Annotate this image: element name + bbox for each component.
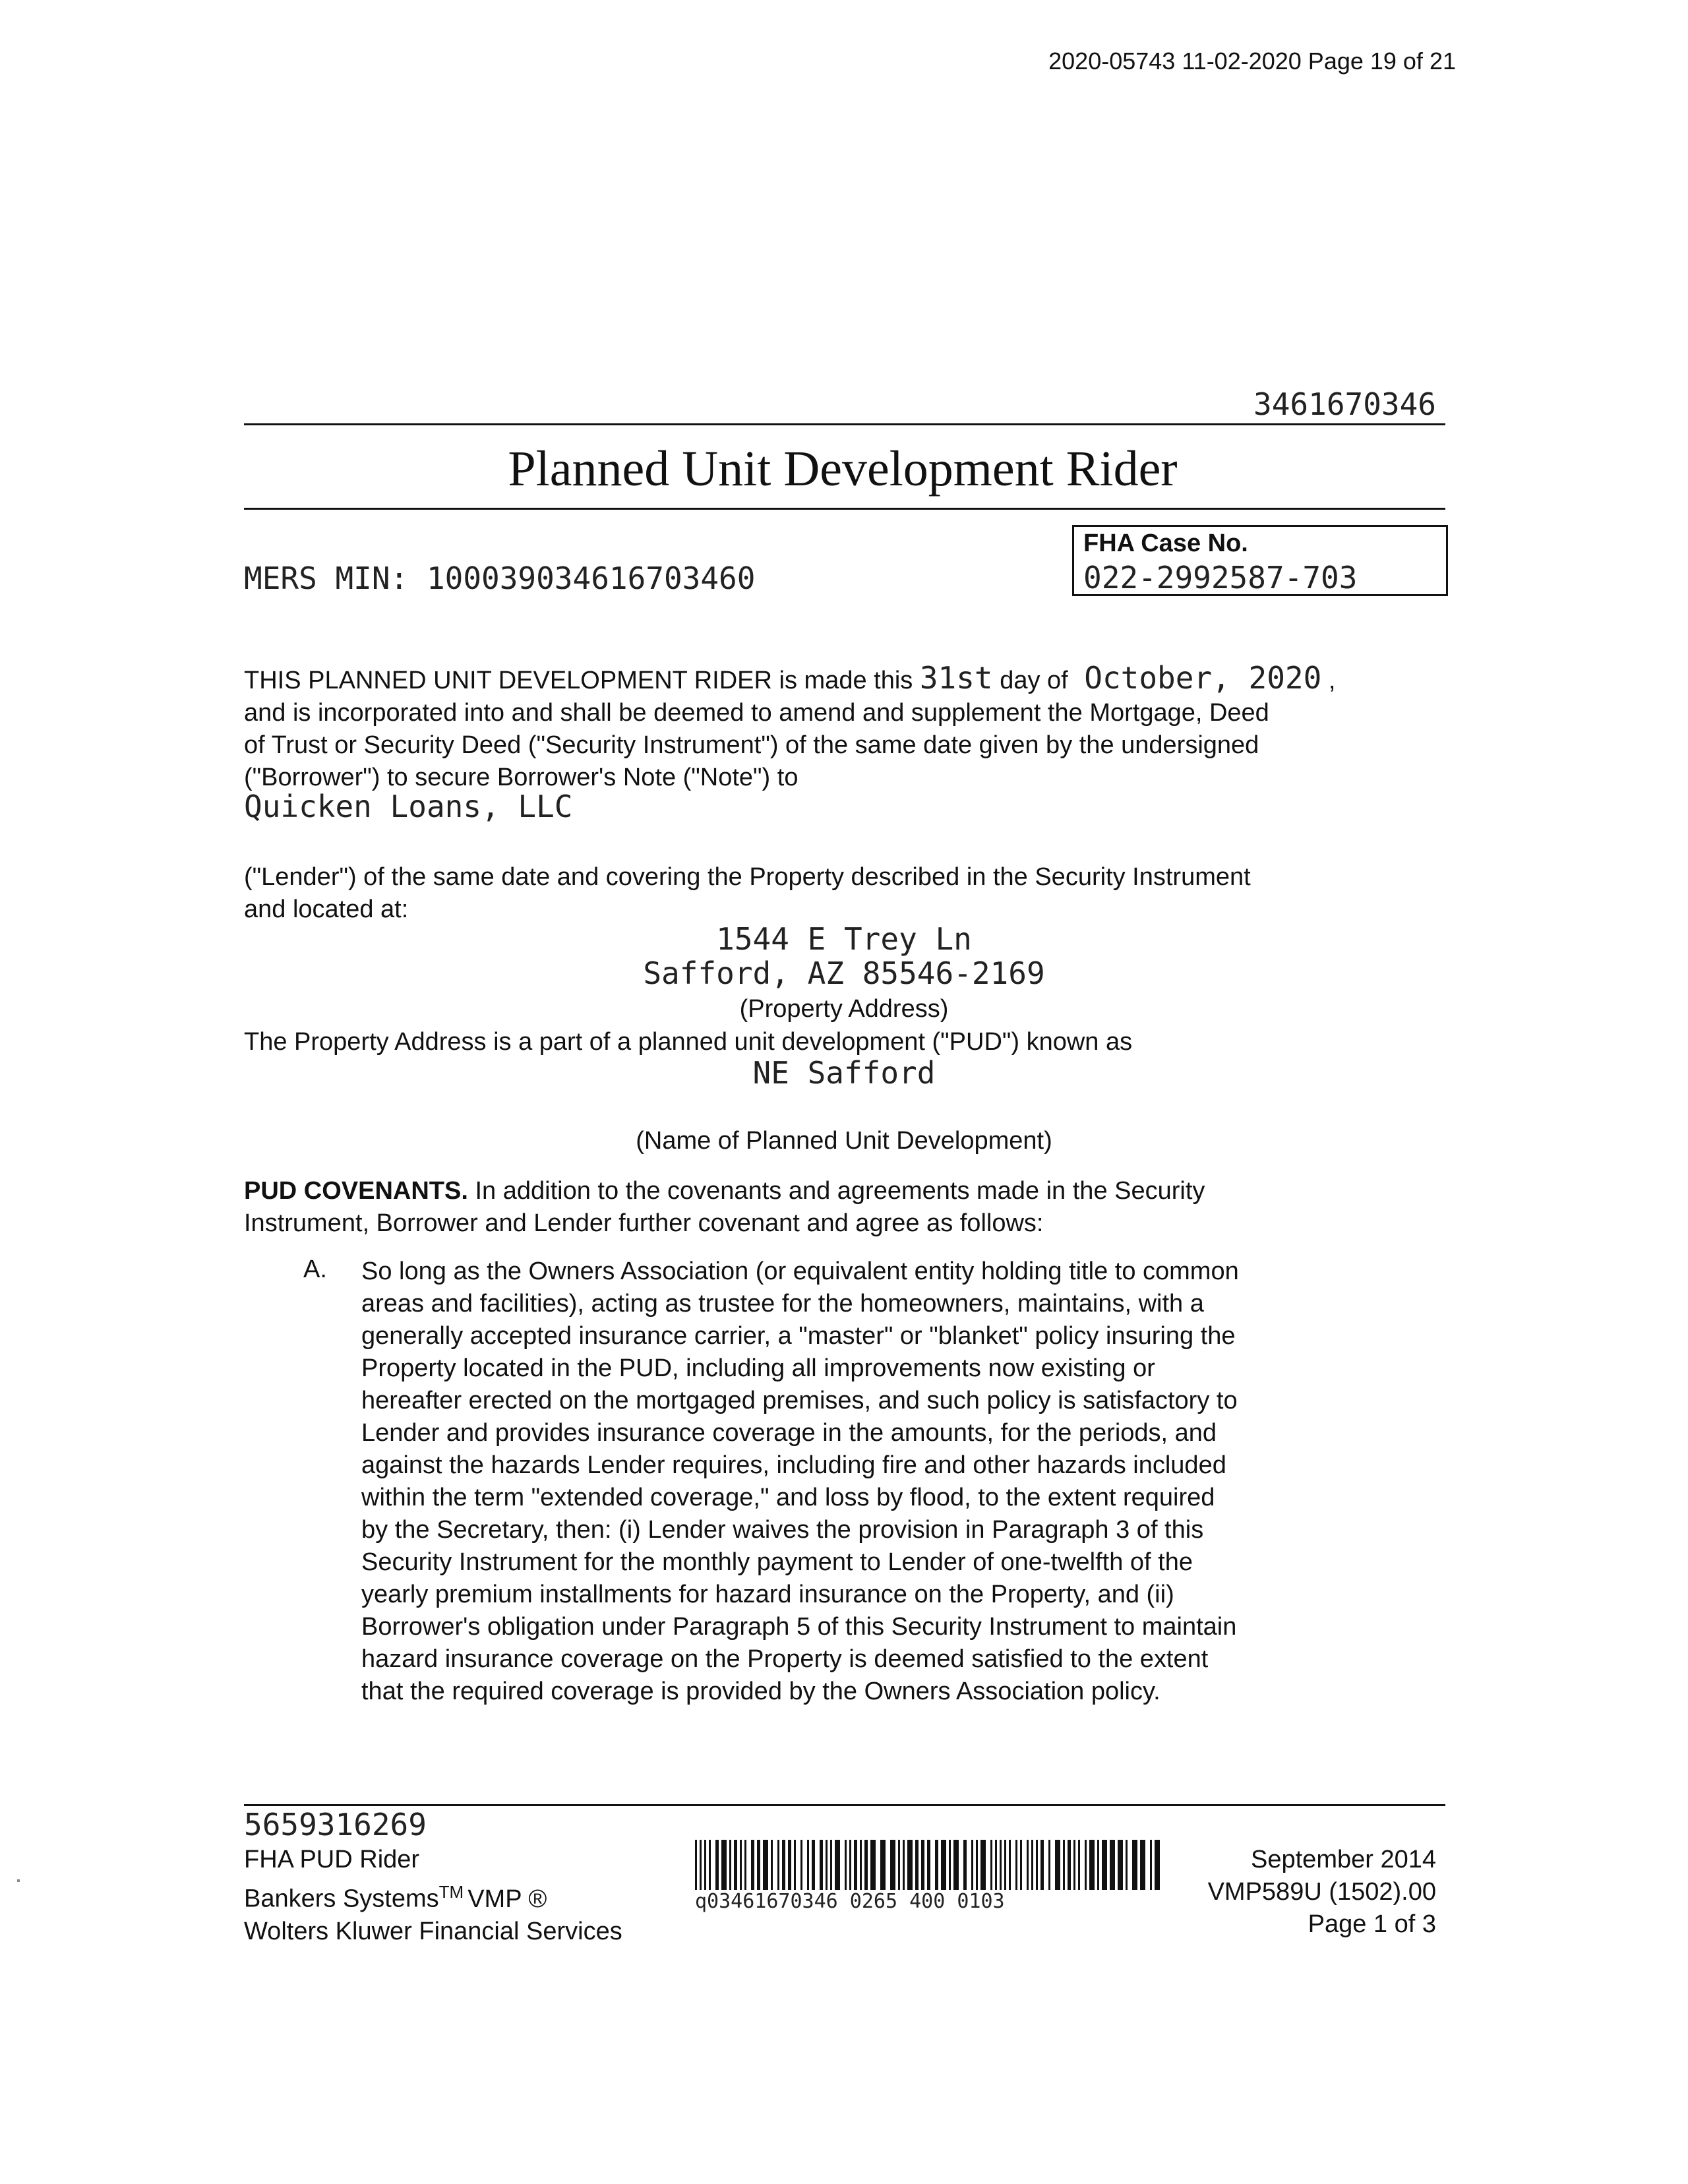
covenants-text-1: In addition to the covenants and agreements made in the Security xyxy=(467,1177,1205,1205)
intro-text-c: , xyxy=(1328,667,1336,694)
page-title: Planned Unit Development Rider xyxy=(508,441,1178,497)
form-publisher-line xyxy=(244,1876,622,1916)
lender-line-1: ("Lender") of the same date and covering the Property described in the Security Instrument xyxy=(244,863,1251,891)
intro-line-3: of Trust or Security Deed ("Security Instrument") of the same date given by the undersigned xyxy=(244,731,1259,759)
barcode-graphic xyxy=(695,1840,1167,1890)
covenants-line-2: Instrument, Borrower and Lender further covenant and agree as follows: xyxy=(244,1209,1044,1237)
intro-line-2: and is incorporated into and shall be deemed to amend and supplement the Mortgage, Deed xyxy=(244,699,1269,727)
intro-line-1 xyxy=(244,662,1444,697)
covenant-a-line: hazard insurance coverage on the Property is deemed satisfied to the extent xyxy=(361,1645,1209,1673)
covenants-line-1 xyxy=(244,1175,1444,1207)
publisher-name: Bankers Systems xyxy=(244,1885,439,1913)
rider-month-year: October, 2020 xyxy=(1084,660,1322,696)
covenant-a-line: Lender and provides insurance coverage in the amounts, for the periods, and xyxy=(361,1419,1217,1447)
fha-case-label: FHA Case No. xyxy=(1083,530,1248,557)
intro-line-4: ("Borrower") to secure Borrower's Note ("Note") to xyxy=(244,764,799,791)
covenant-a-line: hereafter erected on the mortgaged premises, and such policy is satisfactory to xyxy=(361,1387,1238,1414)
covenant-a-line: by the Secretary, then: (i) Lender waives the provision in Paragraph 3 of this xyxy=(361,1516,1204,1544)
covenant-a-letter: A. xyxy=(303,1256,327,1283)
covenant-a-line: within the term "extended coverage," and loss by flood, to the extent required xyxy=(361,1484,1215,1511)
covenants-heading: PUD COVENANTS. xyxy=(244,1177,468,1205)
trademark-mark: TM xyxy=(438,1882,464,1902)
title-bottom-rule xyxy=(244,508,1445,510)
covenant-a-line: that the required coverage is provided by the Owners Association policy. xyxy=(361,1678,1160,1705)
property-address xyxy=(244,922,1444,990)
intro-text-a: THIS PLANNED UNIT DEVELOPMENT RIDER is made this xyxy=(244,667,913,694)
scan-speck xyxy=(17,1879,20,1882)
form-edition-date: September 2014 xyxy=(1251,1846,1436,1873)
fha-case-number: 022-2992587-703 xyxy=(1083,560,1358,595)
pud-known-as: The Property Address is a part of a planned unit development ("PUD") known as xyxy=(244,1028,1133,1056)
covenant-a-line: yearly premium installments for hazard insurance on the Property, and (ii) xyxy=(361,1581,1174,1608)
barcode-number: q03461670346 0265 400 0103 xyxy=(695,1890,1005,1913)
loan-number: 3461670346 xyxy=(1253,386,1436,422)
covenant-a-text xyxy=(361,1256,1377,1708)
pud-name-caption: (Name of Planned Unit Development) xyxy=(636,1127,1052,1155)
covenant-a-line: So long as the Owners Association (or equivalent entity holding title to common xyxy=(361,1258,1239,1285)
address-line-1: 1544 E Trey Ln xyxy=(716,921,972,957)
covenant-a-line: Property located in the PUD, including all improvements now existing or xyxy=(361,1354,1155,1382)
recording-stamp: 2020-05743 11-02-2020 Page 19 of 21 xyxy=(1048,47,1456,75)
lender-line-2: and located at: xyxy=(244,895,409,923)
rider-day: 31st xyxy=(919,660,993,696)
intro-text-b: day of xyxy=(1000,667,1068,694)
footer-reference-number: 5659316269 xyxy=(244,1807,427,1842)
publisher-product: VMP ® xyxy=(467,1885,547,1913)
intro-paragraph xyxy=(244,662,1444,794)
footer-left xyxy=(244,1844,622,1948)
pud-covenants-intro xyxy=(244,1175,1444,1240)
address-line-2: Safford, AZ 85546-2169 xyxy=(643,956,1045,991)
covenant-a-line: Security Instrument for the monthly payment to Lender of one-twelfth of the xyxy=(361,1548,1193,1576)
fha-case-box xyxy=(1072,525,1448,596)
publisher-company: Wolters Kluwer Financial Services xyxy=(244,1917,622,1945)
covenant-a-line: areas and facilities), acting as trustee for the homeowners, maintains, with a xyxy=(361,1290,1204,1318)
covenant-a-line: Borrower's obligation under Paragraph 5 of this Security Instrument to maintain xyxy=(361,1613,1237,1641)
covenant-a-line: generally accepted insurance carrier, a "master" or "blanket" policy insuring the xyxy=(361,1322,1236,1350)
title-top-rule xyxy=(244,423,1445,425)
lender-paragraph xyxy=(244,861,1444,926)
footer-rule xyxy=(244,1804,1445,1806)
footer-right xyxy=(1208,1844,1436,1941)
form-code: VMP589U (1502).00 xyxy=(1207,1878,1436,1906)
lender-name: Quicken Loans, LLC xyxy=(244,789,573,824)
property-address-caption: (Property Address) xyxy=(739,995,949,1023)
covenant-a-line: against the hazards Lender requires, including fire and other hazards included xyxy=(361,1451,1226,1479)
pud-name: NE Safford xyxy=(752,1055,936,1091)
mers-min: MERS MIN: 100039034616703460 xyxy=(244,561,756,596)
page-number: Page 1 of 3 xyxy=(1308,1910,1436,1938)
form-name: FHA PUD Rider xyxy=(244,1846,420,1873)
